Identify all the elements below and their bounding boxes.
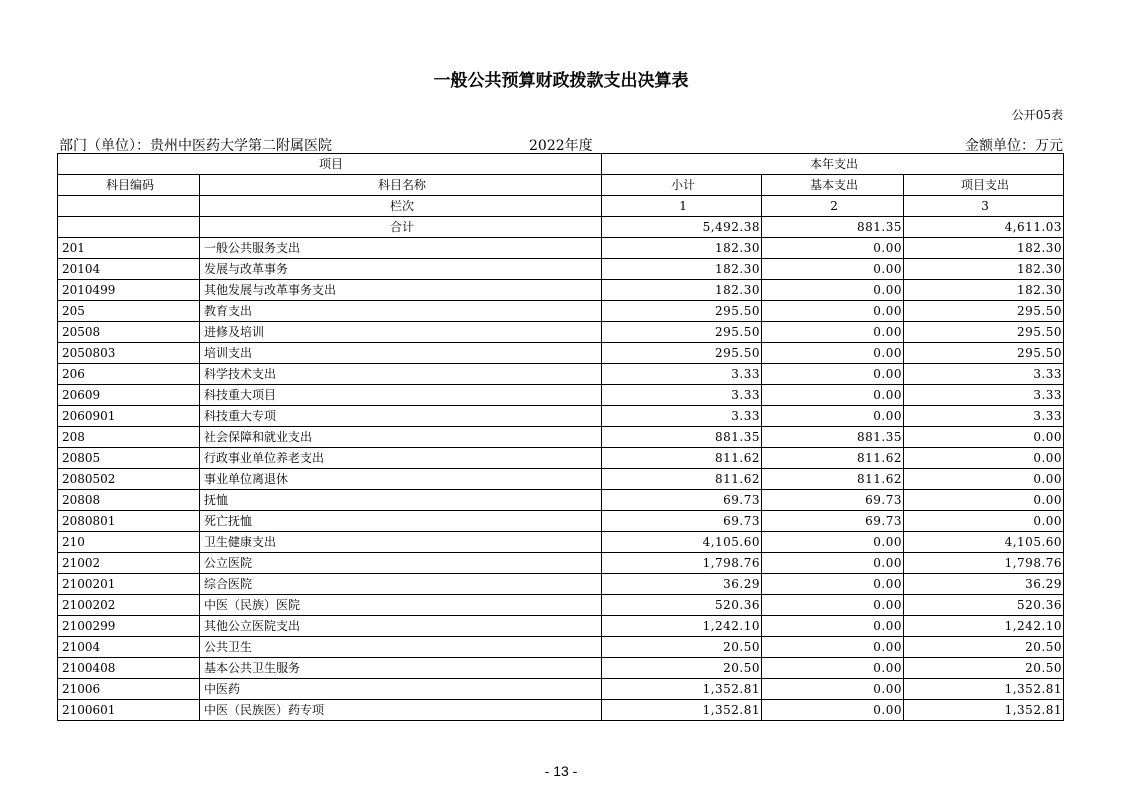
row-subtotal: 182.30 xyxy=(602,280,762,301)
row-project: 1,798.76 xyxy=(904,553,1064,574)
total-label: 合计 xyxy=(200,217,602,238)
table-row xyxy=(58,700,1064,721)
row-basic: 0.00 xyxy=(762,595,904,616)
row-name: 公共卫生 xyxy=(200,637,602,658)
total-subtotal: 5,492.38 xyxy=(602,217,762,238)
row-name: 发展与改革事务 xyxy=(200,259,602,280)
header-col-3: 3 xyxy=(904,196,1064,217)
row-code: 2060901 xyxy=(58,406,200,427)
table-row xyxy=(58,301,1064,322)
row-code: 2100201 xyxy=(58,574,200,595)
header-empty-cell xyxy=(58,196,200,217)
header-row-2 xyxy=(58,175,1064,196)
row-subtotal: 881.35 xyxy=(602,427,762,448)
row-name: 中医（民族医）药专项 xyxy=(200,700,602,721)
table-row xyxy=(58,595,1064,616)
table-body xyxy=(58,238,1064,721)
row-name: 社会保障和就业支出 xyxy=(200,427,602,448)
table-row xyxy=(58,553,1064,574)
row-name: 科技重大项目 xyxy=(200,385,602,406)
row-project: 182.30 xyxy=(904,280,1064,301)
table-row xyxy=(58,616,1064,637)
row-subtotal: 36.29 xyxy=(602,574,762,595)
row-name: 中医（民族）医院 xyxy=(200,595,602,616)
row-code: 2100601 xyxy=(58,700,200,721)
row-code: 20609 xyxy=(58,385,200,406)
row-name: 事业单位离退休 xyxy=(200,469,602,490)
page-number: - 13 - xyxy=(544,763,578,779)
row-code: 201 xyxy=(58,238,200,259)
row-subtotal: 3.33 xyxy=(602,385,762,406)
row-name: 进修及培训 xyxy=(200,322,602,343)
row-project: 1,352.81 xyxy=(904,679,1064,700)
row-subtotal: 69.73 xyxy=(602,490,762,511)
row-subtotal: 1,798.76 xyxy=(602,553,762,574)
row-project: 0.00 xyxy=(904,448,1064,469)
row-subtotal: 811.62 xyxy=(602,448,762,469)
row-name: 综合医院 xyxy=(200,574,602,595)
row-basic: 69.73 xyxy=(762,490,904,511)
fiscal-year: 2022年度 xyxy=(529,138,593,154)
row-code: 208 xyxy=(58,427,200,448)
row-project: 295.50 xyxy=(904,343,1064,364)
row-subtotal: 182.30 xyxy=(602,238,762,259)
row-name: 科学技术支出 xyxy=(200,364,602,385)
row-code: 2080801 xyxy=(58,511,200,532)
row-subtotal: 295.50 xyxy=(602,301,762,322)
row-project: 36.29 xyxy=(904,574,1064,595)
table-row xyxy=(58,658,1064,679)
row-subtotal: 20.50 xyxy=(602,637,762,658)
row-subtotal: 520.36 xyxy=(602,595,762,616)
table-row xyxy=(58,469,1064,490)
table-row xyxy=(58,364,1064,385)
table-row xyxy=(58,406,1064,427)
row-name: 教育支出 xyxy=(200,301,602,322)
row-basic: 0.00 xyxy=(762,532,904,553)
row-project: 520.36 xyxy=(904,595,1064,616)
row-code: 2010499 xyxy=(58,280,200,301)
row-project: 0.00 xyxy=(904,469,1064,490)
total-empty-cell xyxy=(58,217,200,238)
row-name: 基本公共卫生服务 xyxy=(200,658,602,679)
table-row xyxy=(58,574,1064,595)
row-name: 卫生健康支出 xyxy=(200,532,602,553)
header-current-year: 本年支出 xyxy=(602,154,1064,175)
row-code: 21004 xyxy=(58,637,200,658)
row-basic: 0.00 xyxy=(762,679,904,700)
row-name: 培训支出 xyxy=(200,343,602,364)
row-code: 210 xyxy=(58,532,200,553)
table-row xyxy=(58,280,1064,301)
row-basic: 0.00 xyxy=(762,343,904,364)
row-project: 4,105.60 xyxy=(904,532,1064,553)
row-code: 2100408 xyxy=(58,658,200,679)
row-basic: 0.00 xyxy=(762,364,904,385)
table-row xyxy=(58,532,1064,553)
row-basic: 0.00 xyxy=(762,616,904,637)
header-row-1 xyxy=(58,154,1064,175)
header-code: 科目编码 xyxy=(58,175,200,196)
row-basic: 0.00 xyxy=(762,553,904,574)
row-basic: 811.62 xyxy=(762,469,904,490)
header-subtotal: 小计 xyxy=(602,175,762,196)
header-name: 科目名称 xyxy=(200,175,602,196)
row-subtotal: 182.30 xyxy=(602,259,762,280)
row-subtotal: 295.50 xyxy=(602,322,762,343)
department-label: 部门（单位）：贵州中医药大学第二附属医院 xyxy=(59,138,332,154)
row-code: 21006 xyxy=(58,679,200,700)
header-col-1: 1 xyxy=(602,196,762,217)
header-project: 项目 xyxy=(58,154,602,175)
row-name: 其他公立医院支出 xyxy=(200,616,602,637)
row-project: 3.33 xyxy=(904,364,1064,385)
row-name: 行政事业单位养老支出 xyxy=(200,448,602,469)
row-code: 206 xyxy=(58,364,200,385)
row-code: 20508 xyxy=(58,322,200,343)
row-basic: 0.00 xyxy=(762,385,904,406)
table-row xyxy=(58,511,1064,532)
total-project: 4,611.03 xyxy=(904,217,1064,238)
row-subtotal: 3.33 xyxy=(602,406,762,427)
row-subtotal: 3.33 xyxy=(602,364,762,385)
header-row-3 xyxy=(58,196,1064,217)
row-project: 0.00 xyxy=(904,490,1064,511)
row-subtotal: 811.62 xyxy=(602,469,762,490)
row-basic: 0.00 xyxy=(762,322,904,343)
row-code: 20104 xyxy=(58,259,200,280)
table-row xyxy=(58,385,1064,406)
row-code: 2080502 xyxy=(58,469,200,490)
row-project: 3.33 xyxy=(904,406,1064,427)
table-row xyxy=(58,259,1064,280)
table-row xyxy=(58,427,1064,448)
row-name: 死亡抚恤 xyxy=(200,511,602,532)
row-code: 20805 xyxy=(58,448,200,469)
row-name: 科技重大专项 xyxy=(200,406,602,427)
row-code: 2100202 xyxy=(58,595,200,616)
row-project: 182.30 xyxy=(904,259,1064,280)
total-row xyxy=(58,217,1064,238)
header-project-expenditure: 项目支出 xyxy=(904,175,1064,196)
form-code: 公开05表 xyxy=(1011,108,1063,122)
table-row xyxy=(58,448,1064,469)
row-project: 295.50 xyxy=(904,322,1064,343)
expenditure-table xyxy=(57,153,1064,721)
row-subtotal: 1,242.10 xyxy=(602,616,762,637)
amount-unit: 金额单位：万元 xyxy=(965,138,1063,154)
table-row xyxy=(58,322,1064,343)
row-basic: 0.00 xyxy=(762,658,904,679)
row-basic: 0.00 xyxy=(762,301,904,322)
row-basic: 0.00 xyxy=(762,238,904,259)
row-project: 3.33 xyxy=(904,385,1064,406)
table-row xyxy=(58,490,1064,511)
table-row xyxy=(58,238,1064,259)
header-column-label: 栏次 xyxy=(200,196,602,217)
row-basic: 881.35 xyxy=(762,427,904,448)
row-subtotal: 20.50 xyxy=(602,658,762,679)
row-name: 抚恤 xyxy=(200,490,602,511)
row-project: 182.30 xyxy=(904,238,1064,259)
row-basic: 69.73 xyxy=(762,511,904,532)
row-basic: 0.00 xyxy=(762,637,904,658)
row-project: 20.50 xyxy=(904,658,1064,679)
row-subtotal: 4,105.60 xyxy=(602,532,762,553)
row-subtotal: 1,352.81 xyxy=(602,700,762,721)
header-basic: 基本支出 xyxy=(762,175,904,196)
row-basic: 0.00 xyxy=(762,574,904,595)
row-subtotal: 1,352.81 xyxy=(602,679,762,700)
row-project: 0.00 xyxy=(904,511,1064,532)
total-basic: 881.35 xyxy=(762,217,904,238)
row-basic: 0.00 xyxy=(762,280,904,301)
row-name: 中医药 xyxy=(200,679,602,700)
row-basic: 811.62 xyxy=(762,448,904,469)
table-row xyxy=(58,679,1064,700)
row-code: 2100299 xyxy=(58,616,200,637)
row-name: 公立医院 xyxy=(200,553,602,574)
row-name: 一般公共服务支出 xyxy=(200,238,602,259)
row-project: 0.00 xyxy=(904,427,1064,448)
row-name: 其他发展与改革事务支出 xyxy=(200,280,602,301)
row-code: 2050803 xyxy=(58,343,200,364)
row-basic: 0.00 xyxy=(762,406,904,427)
row-code: 205 xyxy=(58,301,200,322)
row-project: 295.50 xyxy=(904,301,1064,322)
row-project: 20.50 xyxy=(904,637,1064,658)
row-subtotal: 69.73 xyxy=(602,511,762,532)
row-subtotal: 295.50 xyxy=(602,343,762,364)
table-row xyxy=(58,637,1064,658)
report-title: 一般公共预算财政拨款支出决算表 xyxy=(433,71,689,91)
row-basic: 0.00 xyxy=(762,700,904,721)
header-col-2: 2 xyxy=(762,196,904,217)
table-row xyxy=(58,343,1064,364)
row-basic: 0.00 xyxy=(762,259,904,280)
row-code: 21002 xyxy=(58,553,200,574)
row-project: 1,352.81 xyxy=(904,700,1064,721)
row-project: 1,242.10 xyxy=(904,616,1064,637)
row-code: 20808 xyxy=(58,490,200,511)
